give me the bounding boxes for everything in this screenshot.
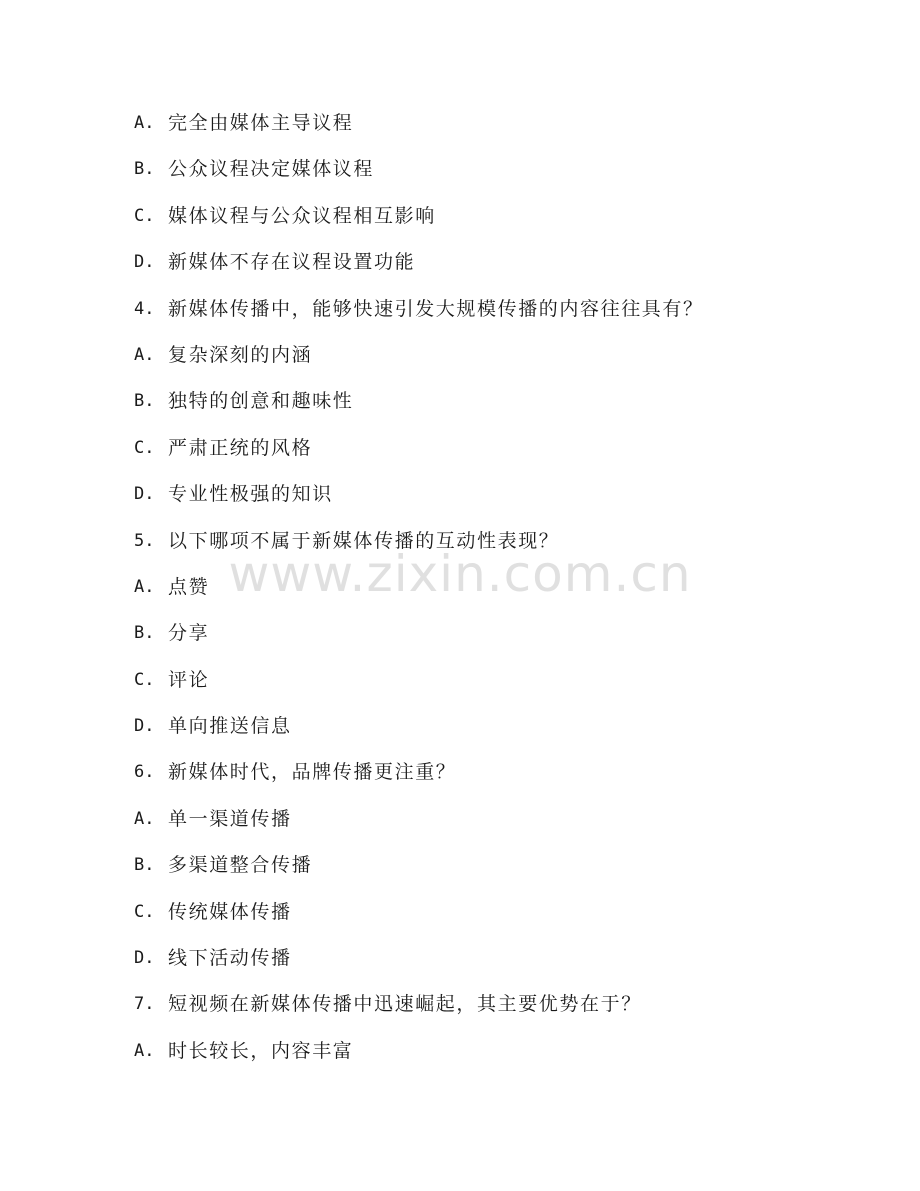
option-text: 传统媒体传播 — [168, 900, 292, 923]
option-marker: A. — [134, 344, 155, 365]
option-marker: C. — [134, 205, 155, 226]
option-line — [134, 850, 704, 896]
option-text: 完全由媒体主导议程 — [168, 112, 354, 134]
option-line — [134, 711, 704, 757]
option-text: 媒体议程与公众议程相互影响 — [168, 204, 436, 227]
question-text: 新媒体时代，品牌传播更注重？ — [168, 761, 457, 784]
option-text: 新媒体不存在议程设置功能 — [168, 251, 416, 274]
question-number: 5. — [134, 530, 155, 551]
question-number: 6. — [134, 762, 155, 783]
option-text: 单向推送信息 — [168, 715, 292, 738]
option-line — [134, 201, 704, 247]
option-line — [134, 897, 704, 943]
option-marker: C. — [134, 437, 155, 458]
option-text: 评论 — [168, 668, 210, 691]
option-line — [134, 433, 704, 479]
option-line — [134, 618, 704, 664]
option-line — [134, 479, 704, 525]
option-marker: B. — [134, 855, 155, 876]
option-text: 分享 — [168, 622, 210, 645]
option-marker: A. — [134, 576, 155, 597]
option-line — [134, 154, 704, 200]
question-text: 新媒体传播中，能够快速引发大规模传播的内容往往具有？ — [168, 297, 704, 320]
option-marker: B. — [134, 623, 155, 644]
option-marker: C. — [134, 669, 155, 690]
question-text: 以下哪项不属于新媒体传播的互动性表现？ — [168, 529, 560, 552]
option-marker: D. — [134, 252, 155, 273]
question-number: 7. — [134, 994, 155, 1015]
option-text: 单一渠道传播 — [168, 807, 292, 830]
option-line — [134, 340, 704, 386]
question-line — [134, 757, 704, 803]
option-marker: D. — [134, 716, 155, 737]
option-text: 公众议程决定媒体议程 — [168, 158, 375, 181]
option-line — [134, 804, 704, 850]
question-line — [134, 989, 704, 1035]
option-text: 专业性极强的知识 — [168, 483, 333, 506]
question-line — [134, 294, 704, 340]
option-marker: A. — [134, 808, 155, 829]
question-number: 4. — [134, 298, 155, 319]
option-text: 多渠道整合传播 — [168, 854, 313, 877]
watermark: www.zixin.com.cn — [228, 545, 692, 603]
option-text: 独特的创意和趣味性 — [168, 390, 354, 413]
option-line — [134, 386, 704, 432]
option-line — [134, 665, 704, 711]
option-marker: A. — [134, 113, 155, 133]
option-text: 严肃正统的风格 — [168, 436, 313, 459]
option-marker: D. — [134, 484, 155, 505]
option-text: 线下活动传播 — [168, 947, 292, 970]
question-list — [134, 108, 704, 1082]
option-marker: C. — [134, 901, 155, 922]
question-text: 短视频在新媒体传播中迅速崛起，其主要优势在于？ — [168, 993, 642, 1016]
option-marker: D. — [134, 948, 155, 969]
option-text: 时长较长，内容丰富 — [168, 1039, 354, 1062]
option-marker: B. — [134, 159, 155, 180]
option-marker: A. — [134, 1040, 155, 1061]
option-line — [134, 247, 704, 293]
option-line — [134, 108, 704, 154]
option-marker: B. — [134, 391, 155, 412]
question-line — [134, 526, 704, 572]
option-line — [134, 943, 704, 989]
option-line — [134, 572, 704, 618]
option-text: 复杂深刻的内涵 — [168, 343, 313, 366]
option-text: 点赞 — [168, 575, 210, 598]
option-line — [134, 1036, 704, 1082]
